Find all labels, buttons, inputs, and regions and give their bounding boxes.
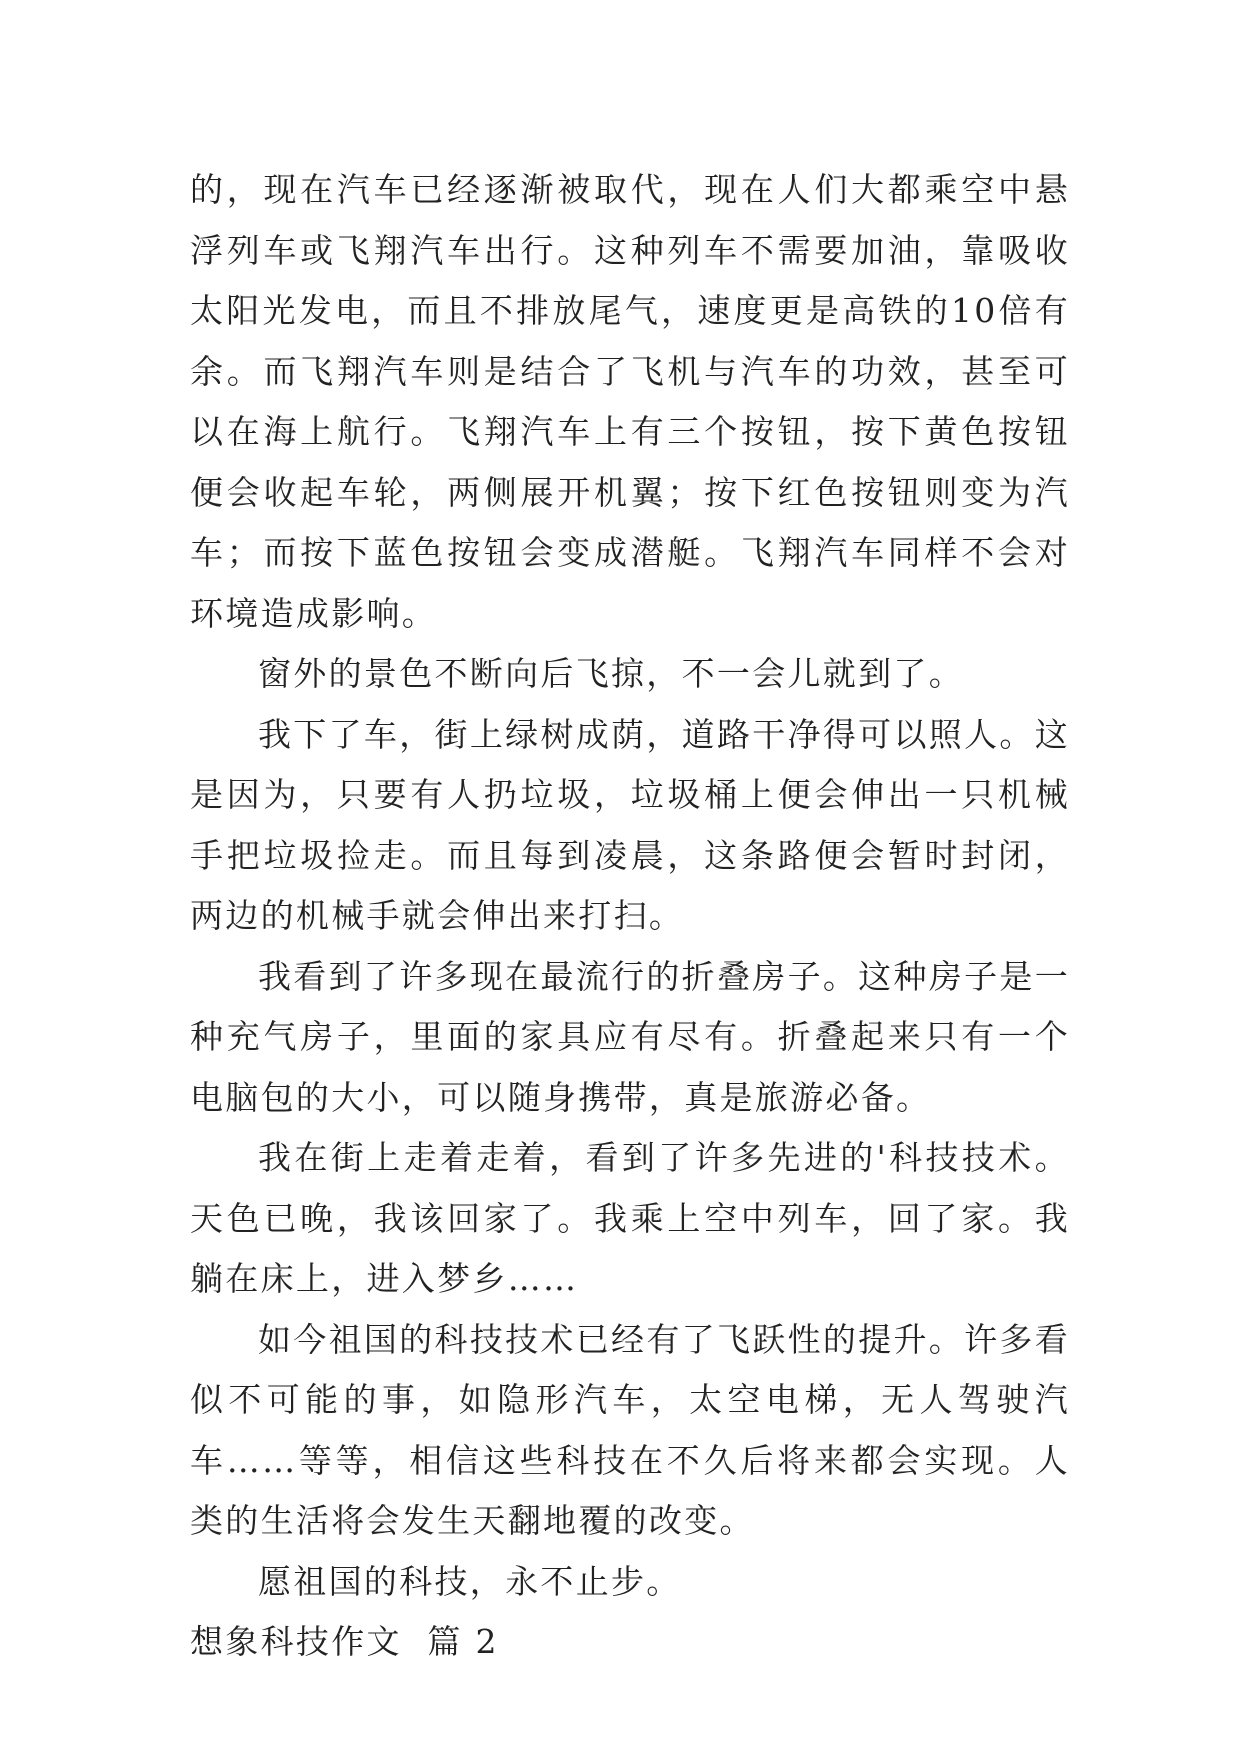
paragraph-4: 我看到了许多现在最流行的折叠房子。这种房子是一种充气房子，里面的家具应有尽有。折叠起来只有一个电脑包的大小，可以随身携带，真是旅游必备。: [190, 956, 1070, 1117]
paragraph-3: 我下了车，街上绿树成荫，道路干净得可以照人。这是因为，只要有人扔垃圾，垃圾桶上便会伸出一只机械手把垃圾捡走。而且每到凌晨，这条路便会暂时封闭，两边的机械手就会伸出来打扫。: [190, 714, 1070, 935]
section-heading: 想象科技作文 篇 2: [190, 1622, 499, 1661]
document-body: [190, 160, 1070, 1673]
paragraph-1: 的，现在汽车已经逐渐被取代，现在人们大都乘空中悬浮列车或飞翔汽车出行。这种列车不需要加油，靠吸收太阳光发电，而且不排放尾气，速度更是高铁的10倍有余。而飞翔汽车则是结合了飞机与汽车的功效，甚至可以在海上航行。飞翔汽车上有三个按钮，按下黄色按钮便会收起车轮，两侧展开机翼；按下红色按钮则变为汽车；而按下蓝色按钮会变成潜艇。飞翔汽车同样不会对环境造成影响。: [190, 170, 1070, 633]
paragraph-7: 愿祖国的科技，永不止步。: [258, 1561, 682, 1601]
paragraph-6: 如今祖国的科技技术已经有了飞跃性的提升。许多看似不可能的事，如隐形汽车，太空电梯，无人驾驶汽车……等等，相信这些科技在不久后将来都会实现。人类的生活将会发生天翻地覆的改变。: [190, 1319, 1070, 1540]
paragraph-5: 我在街上走着走着，看到了许多先进的'科技技术。天色已晚，我该回家了。我乘上空中列车，回了家。我躺在床上，进入梦乡……: [190, 1138, 1070, 1298]
paragraph-2: 窗外的景色不断向后飞掠，不一会儿就到了。: [258, 654, 964, 693]
